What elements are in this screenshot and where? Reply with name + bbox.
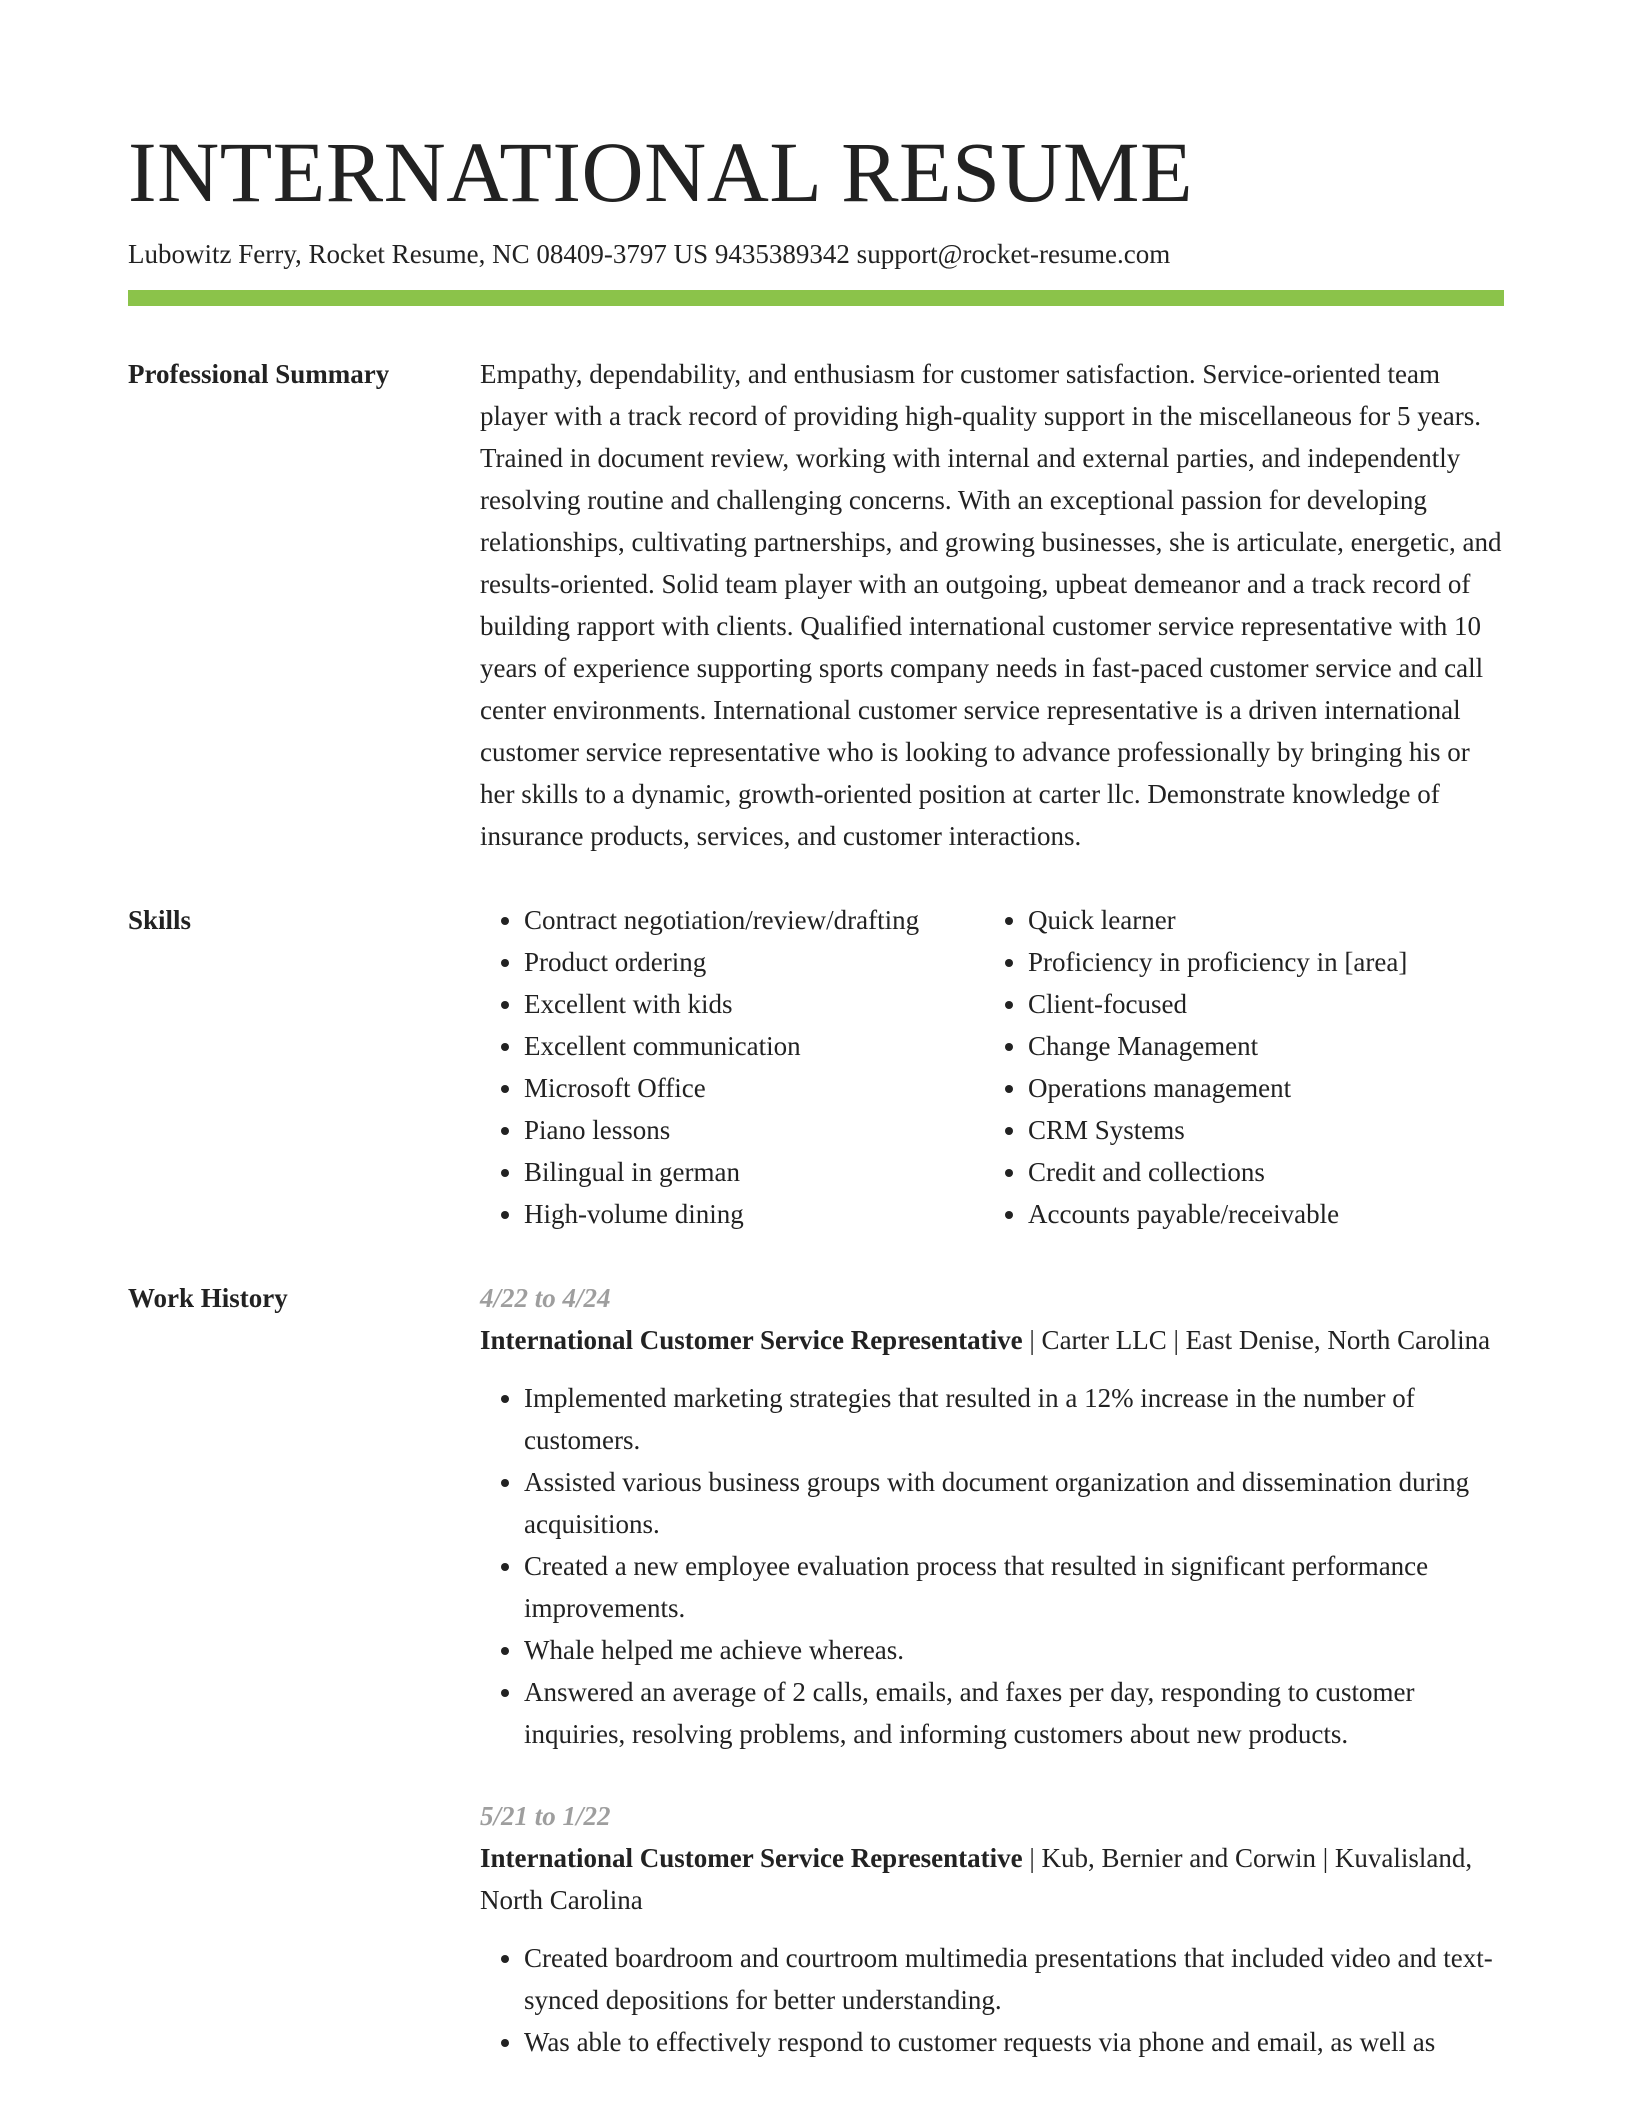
- work-history-body: [480, 1277, 1504, 2063]
- contact-line: Lubowitz Ferry, Rocket Resume, NC 08409-3797 US 9435389342 support@rocket-resume.com: [128, 239, 1171, 269]
- job-bullet: • Answered an average of 2 calls, emails, and faxes per day, responding to customer inquiries, resolving problems, and informing customers about new products.: [524, 1671, 1504, 1755]
- job-bullet: • Created boardroom and courtroom multimedia presentations that included video and text-synced depositions for better understanding.: [524, 1937, 1504, 2021]
- skills-list-left: [480, 899, 984, 1235]
- skills-body: [480, 899, 1504, 1235]
- skill-item: • Accounts payable/receivable: [1028, 1193, 1504, 1235]
- summary-text: Empathy, dependability, and enthusiasm for customer satisfaction. Service-oriented team player with a track record of providing high-quality support in the miscellaneous for 5 years. Trained in document review, working with internal and external parties, and independently resolving routine and challenging concerns. With an exceptional passion for developing relationships, cultivating partnerships, and growing businesses, she is articulate, energetic, and results-oriented. Solid team player with an outgoing, upbeat demeanor and a track record of building rapport with clients. Qualified international customer service representative with 10 years of experience supporting sports company needs in fast-paced customer service and call center environments. International customer service representative is a driven international customer service representative who is looking to advance professionally by bringing his or her skills to a dynamic, growth-oriented position at carter llc. Demonstrate knowledge of insurance products, services, and customer interactions.: [480, 359, 1502, 851]
- header-divider: [128, 290, 1504, 306]
- skill-item: • Piano lessons: [524, 1109, 984, 1151]
- job-title: International Customer Service Representative: [480, 1843, 1023, 1873]
- skill-item: • Product ordering: [524, 941, 984, 983]
- job-entry: [480, 1795, 1504, 2063]
- resume-title: INTERNATIONAL RESUME: [128, 124, 1194, 220]
- work-history-section: [128, 1281, 1504, 2063]
- skill-item: • Credit and collections: [1028, 1151, 1504, 1193]
- job-details: | Carter LLC | East Denise, North Carolina: [1022, 1325, 1491, 1355]
- summary-body: [480, 353, 1504, 857]
- job-title-line: [480, 1837, 1504, 1921]
- job-bullet: • Implemented marketing strategies that resulted in a 12% increase in the number of customers.: [524, 1377, 1504, 1461]
- job-dates: 5/21 to 1/22: [480, 1801, 611, 1831]
- skills-heading: Skills: [128, 905, 192, 935]
- summary-heading: Professional Summary: [128, 359, 390, 389]
- job-bullet: • Whale helped me achieve whereas.: [524, 1629, 1504, 1671]
- skill-item: • Quick learner: [1028, 899, 1504, 941]
- summary-section: [128, 357, 1504, 857]
- skill-item: • Excellent communication: [524, 1025, 984, 1067]
- skill-item: • Change Management: [1028, 1025, 1504, 1067]
- skill-item: • Client-focused: [1028, 983, 1504, 1025]
- job-entry: [480, 1277, 1504, 1755]
- skill-item: • Excellent with kids: [524, 983, 984, 1025]
- job-bullet: • Created a new employee evaluation process that resulted in significant performance improvements.: [524, 1545, 1504, 1629]
- job-title: International Customer Service Representative: [480, 1325, 1023, 1355]
- work-history-heading: Work History: [128, 1283, 288, 1313]
- resume-page: [128, 0, 1504, 2063]
- skill-item: • CRM Systems: [1028, 1109, 1504, 1151]
- skill-item: • High-volume dining: [524, 1193, 984, 1235]
- skill-item: • Operations management: [1028, 1067, 1504, 1109]
- skills-section: [128, 903, 1504, 1235]
- job-dates: 4/22 to 4/24: [480, 1283, 611, 1313]
- job-bullets: [480, 1937, 1504, 2063]
- skill-item: • Bilingual in german: [524, 1151, 984, 1193]
- job-bullet: • Was able to effectively respond to customer requests via phone and email, as well as: [524, 2021, 1504, 2063]
- skills-columns: [480, 899, 1504, 1235]
- job-title-line: [480, 1319, 1504, 1361]
- job-details: | Kub, Bernier and Corwin | Kuvalisland, North Carolina: [480, 1843, 1473, 1915]
- skills-list-right: [984, 899, 1504, 1235]
- skill-item: • Proficiency in proficiency in [area]: [1028, 941, 1504, 983]
- skill-item: • Microsoft Office: [524, 1067, 984, 1109]
- job-bullet: • Assisted various business groups with document organization and dissemination during acquisitions.: [524, 1461, 1504, 1545]
- skill-item: • Contract negotiation/review/drafting: [524, 899, 984, 941]
- job-bullets: [480, 1377, 1504, 1755]
